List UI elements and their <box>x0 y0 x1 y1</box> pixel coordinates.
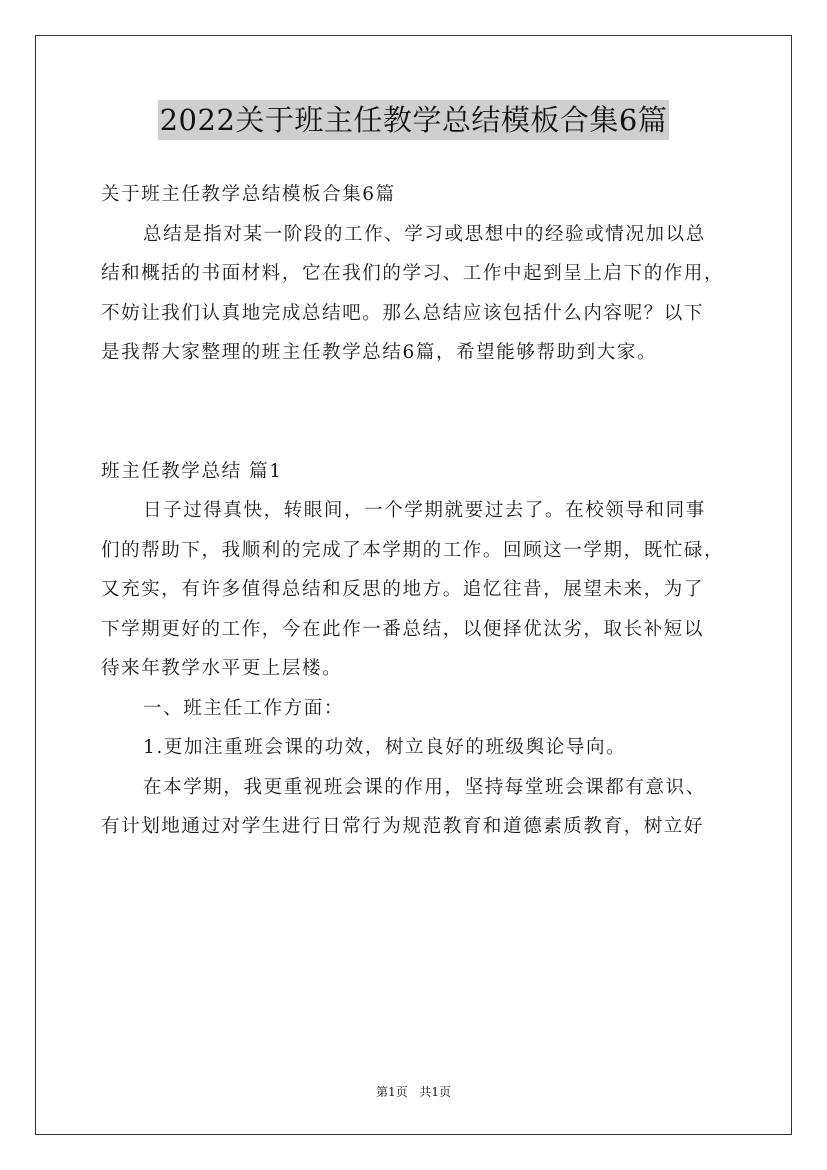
paragraph-gap <box>101 373 741 413</box>
subheading: 一、班主任工作方面： <box>143 697 345 719</box>
body-line: 日子过得真快，转眼间，一个学期就要过去了。在校领导和同事 <box>143 500 706 521</box>
body-line: 下学期更好的工作，今在此作一番总结，以便择优汰劣，取长补短以 <box>101 618 705 640</box>
document-body <box>101 175 741 847</box>
body-line: 又充实，有许多值得总结和反思的地方。追忆往昔，展望未来，为了 <box>101 579 705 600</box>
document-title: 2022关于班主任教学总结模板合集6篇 <box>158 100 670 140</box>
paragraph-gap <box>101 412 741 452</box>
intro-line: 是我帮大家整理的班主任教学总结6篇，希望能够帮助到大家。 <box>101 342 658 363</box>
section-heading: 班主任教学总结 篇1 <box>101 460 283 482</box>
title-container <box>0 100 827 140</box>
document-subtitle: 关于班主任教学总结模板合集6篇 <box>101 184 396 205</box>
point-item: 1.更加注重班会课的功效，树立良好的班级舆论导向。 <box>143 737 627 758</box>
intro-line: 总结是指对某一阶段的工作、学习或思想中的经验或情况加以总 <box>143 223 706 245</box>
tail-line: 在本学期，我更重视班会课的作用，坚持每堂班会课都有意识、 <box>143 776 706 798</box>
intro-line: 结和概括的书面材料，它在我们的学习、工作中起到呈上启下的作用， <box>101 263 725 284</box>
page-total: 共1页 <box>419 1085 452 1099</box>
body-line: 们的帮助下，我顺利的完成了本学期的工作。回顾这一学期，既忙碌， <box>101 539 725 561</box>
tail-line: 有计划地通过对学生进行日常行为规范教育和道德素质教育，树立好 <box>101 816 705 837</box>
page-footer <box>0 1083 827 1100</box>
intro-line: 不妨让我们认真地完成总结吧。那么总结应该包括什么内容呢？以下 <box>101 302 705 324</box>
body-line: 待来年教学水平更上层楼。 <box>101 658 343 679</box>
page-number: 第1页 <box>375 1085 408 1099</box>
